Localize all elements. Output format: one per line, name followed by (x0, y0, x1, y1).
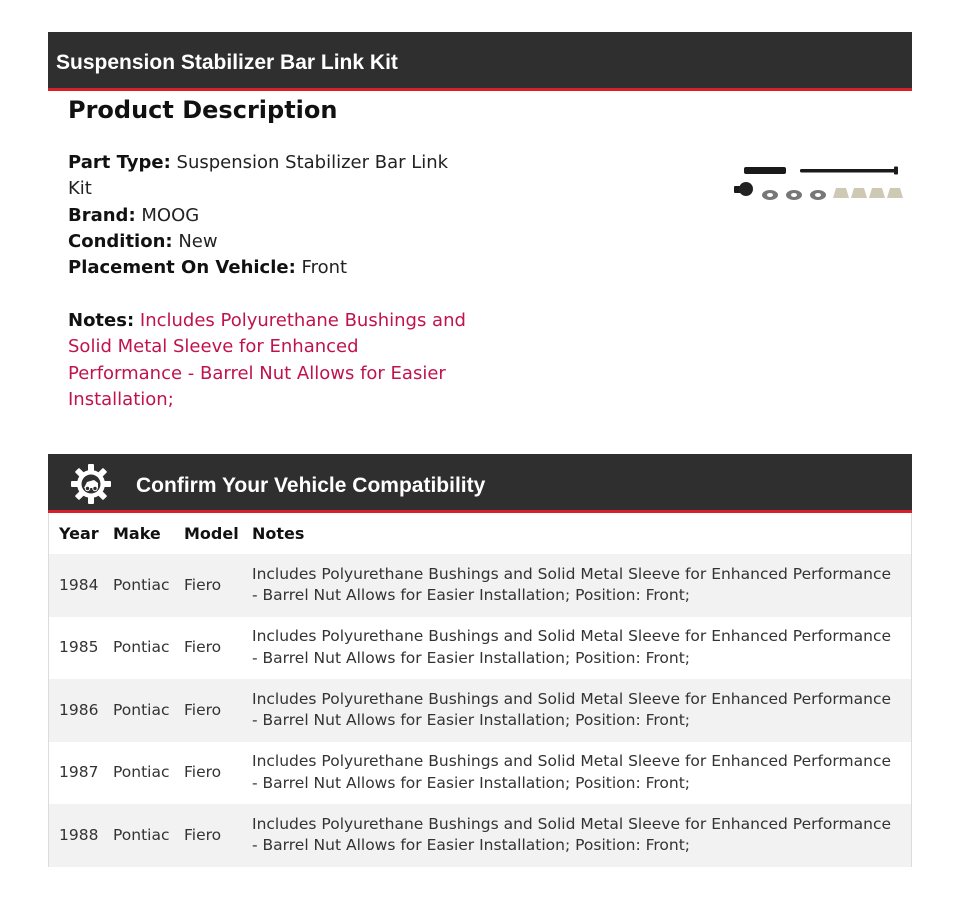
table-row (49, 679, 911, 742)
make-column-header: Make (113, 524, 161, 543)
notes-cell: Includes Polyurethane Bushings and Solid Metal Sleeve for Enhanced Performance - Barrel Nut Allows for Easier Installation; Position: Front; (252, 689, 891, 730)
product-title: Suspension Stabilizer Bar Link Kit (56, 51, 398, 74)
make-cell: Pontiac (113, 575, 170, 594)
table-row (49, 554, 911, 617)
model-cell: Fiero (184, 638, 222, 656)
compatibility-title: Confirm Your Vehicle Compatibility (136, 474, 486, 497)
part-type-row (68, 150, 468, 203)
product-attributes (68, 150, 468, 281)
notes-column-header: Notes (252, 524, 305, 543)
notes-cell: Includes Polyurethane Bushings and Solid Metal Sleeve for Enhanced Performance - Barrel Nut Allows for Easier Installation; Position: Front; (252, 814, 891, 855)
placement-value: Front (301, 257, 348, 279)
part-type-label: Part Type: (68, 152, 171, 173)
gear-icon (70, 463, 112, 505)
notes-label: Notes: (68, 310, 135, 331)
brand-label: Brand: (68, 204, 136, 226)
product-title-banner (48, 32, 912, 91)
model-cell: Fiero (184, 575, 222, 594)
make-cell: Pontiac (113, 825, 170, 844)
make-cell: Pontiac (113, 638, 170, 656)
year-cell: 1986 (59, 700, 99, 719)
notes-cell: Includes Polyurethane Bushings and Solid Metal Sleeve for Enhanced Performance - Barrel Nut Allows for Easier Installation; Position: Front; (252, 627, 891, 667)
condition-row (68, 229, 468, 255)
table-header-row (49, 513, 911, 554)
product-description-heading: Product Description (68, 96, 338, 124)
table-row (49, 804, 911, 867)
make-cell: Pontiac (113, 763, 170, 781)
notes-cell: Includes Polyurethane Bushings and Solid Metal Sleeve for Enhanced Performance - Barrel Nut Allows for Easier Installation; Position: Front; (252, 564, 891, 605)
placement-row (68, 255, 468, 281)
brand-value: MOOG (141, 204, 200, 226)
compatibility-table (48, 513, 912, 867)
table-row (49, 617, 911, 680)
brand-row (68, 203, 468, 229)
model-column-header: Model (184, 524, 239, 543)
notes-value: Includes Polyurethane Bushings and Solid Metal Sleeve for Enhanced Performance - Barrel Nut Allows for Easier Installation; (68, 310, 466, 410)
compatibility-banner (48, 454, 912, 513)
condition-label: Condition: (68, 230, 173, 252)
year-cell: 1985 (59, 638, 99, 656)
model-cell: Fiero (184, 763, 222, 781)
table-row (49, 742, 911, 805)
product-notes (68, 308, 468, 413)
year-cell: 1988 (59, 825, 99, 844)
product-image (732, 160, 906, 206)
year-column-header: Year (59, 524, 99, 543)
year-cell: 1987 (59, 763, 99, 781)
model-cell: Fiero (184, 700, 222, 719)
placement-label: Placement On Vehicle: (68, 257, 296, 279)
condition-value: New (178, 230, 218, 252)
model-cell: Fiero (184, 825, 222, 844)
year-cell: 1984 (59, 575, 99, 594)
notes-cell: Includes Polyurethane Bushings and Solid Metal Sleeve for Enhanced Performance - Barrel Nut Allows for Easier Installation; Position: Front; (252, 752, 891, 792)
part-type-value: Suspension Stabilizer Bar Link Kit (68, 152, 449, 200)
make-cell: Pontiac (113, 700, 170, 719)
